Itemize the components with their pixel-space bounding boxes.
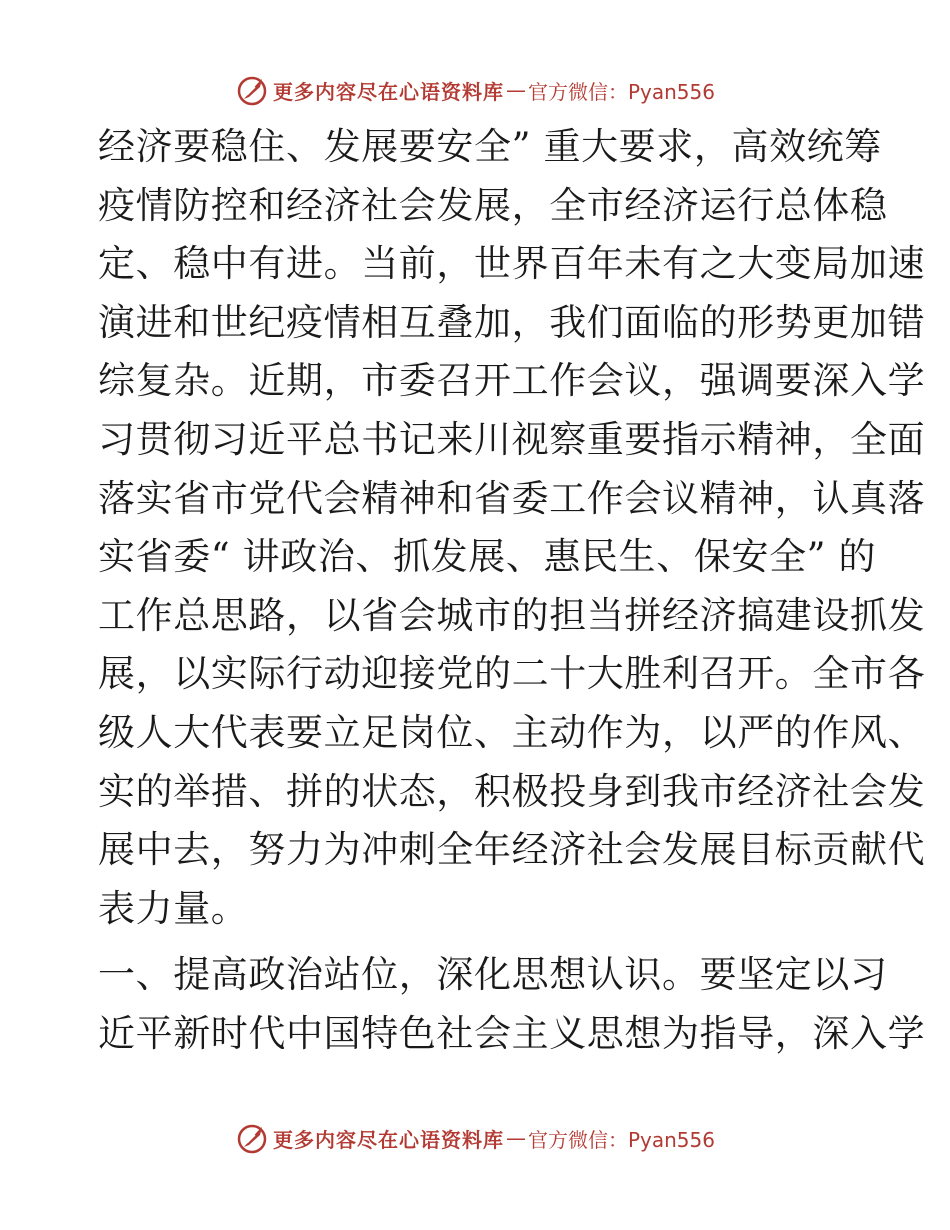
text-line: 习贯彻习近平总书记来川视察重要指示精神，全面	[98, 417, 926, 461]
text-line: 疫情防控和经济社会发展，全市经济运行总体稳	[98, 183, 888, 227]
header-banner	[0, 70, 950, 110]
text-line: 展，以实际行动迎接党的二十大胜利召开。全市各	[98, 652, 926, 696]
text-line: 综复杂。近期，市委召开工作会议，强调要深入学	[98, 359, 926, 403]
separator: —	[505, 1126, 526, 1150]
wechat-id: 官方微信：Pyan556	[527, 1127, 715, 1152]
text-line: 定、稳中有进。当前，世界百年未有之大变局加速	[98, 242, 926, 286]
text-line: 经济要稳住、发展要安全” 重大要求，高效统筹	[98, 125, 882, 168]
footer-banner	[0, 1118, 950, 1158]
text-line: 工作总思路，以省会城市的担当拼经济搞建设抓发	[98, 593, 926, 637]
document-body	[98, 118, 926, 1064]
wechat-id: 官方微信：Pyan556	[527, 79, 715, 104]
text-line: 表力量。	[98, 886, 249, 930]
text-line: 级人大代表要立足岗位、主动作为，以严的作风、	[98, 710, 926, 754]
paragraph-2	[98, 946, 926, 1063]
separator: —	[505, 78, 526, 102]
site-name: 更多内容尽在心语资料库	[272, 79, 504, 104]
text-line: 落实省市党代会精神和省委工作会议精神，认真落	[98, 476, 926, 520]
text-line: 近平新时代中国特色社会主义思想为指导，深入学	[98, 1011, 926, 1055]
paragraph-1	[98, 118, 926, 938]
text-line: 实的举措、拼的状态，积极投身到我市经济社会发	[98, 769, 926, 813]
quill-pen-logo-icon	[235, 1121, 269, 1155]
text-line: 一、提高政治站位，深化思想认识。要坚定以习	[98, 953, 888, 997]
text-line: 演进和世纪疫情相互叠加，我们面临的形势更加错	[98, 300, 926, 344]
site-name: 更多内容尽在心语资料库	[272, 1127, 504, 1152]
text-line: 展中去，努力为冲刺全年经济社会发展目标贡献代	[98, 828, 926, 872]
text-line: 实省委“ 讲政治、抓发展、惠民生、保安全” 的	[98, 535, 877, 579]
quill-pen-logo-icon	[235, 73, 269, 107]
